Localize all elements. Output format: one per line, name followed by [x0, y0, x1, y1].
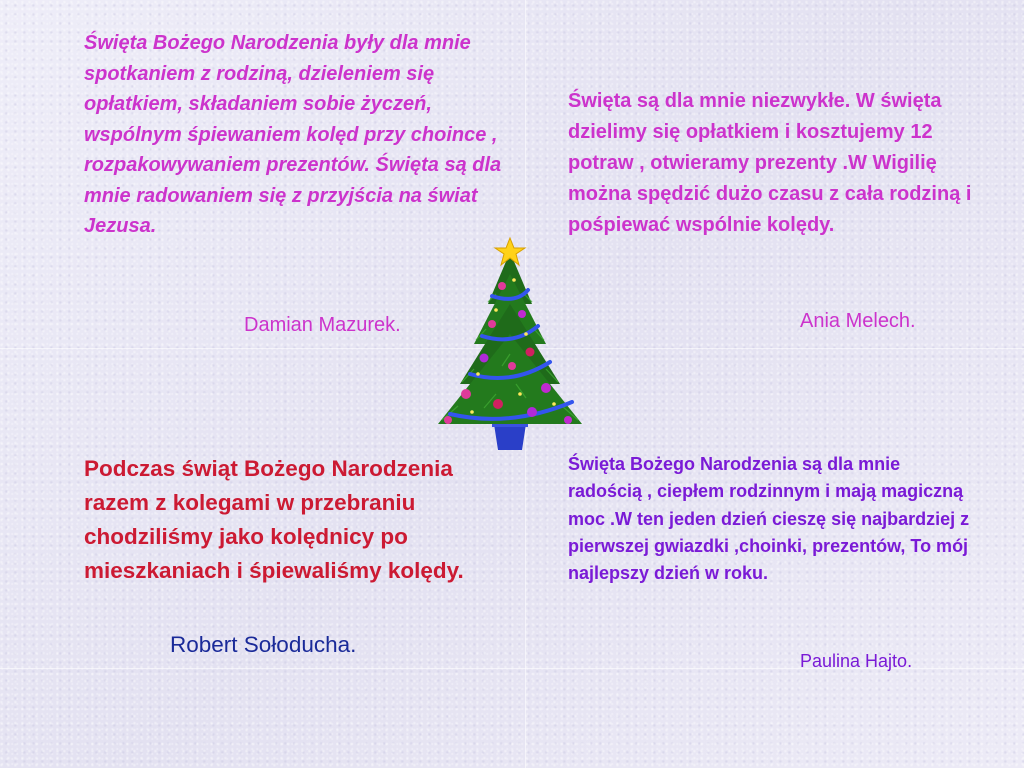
wish-text-ania: Święta są dla mnie niezwykłe. W święta dzielimy się opłatkiem i kosztujemy 12 potraw , otwieramy prezenty .W Wigilię można spędzić dużo czasu z cała rodziną i pośpiewać wspólnie kolędy.	[568, 90, 972, 236]
wish-text-paulina: Święta Bożego Narodzenia są dla mnie radością , ciepłem rodzinnym i mają magiczną moc .W ten jeden dzień cieszę się najbardziej z pierwszej gwiazdki ,choinki, prezentów, To mój najlepszy dzień w roku.	[568, 454, 970, 584]
wish-author-paulina: Paulina Hajto.	[800, 651, 913, 671]
wish-author-robert: Robert Sołoducha.	[170, 632, 357, 657]
wish-text-robert: Podczas świąt Bożego Narodzenia razem z kolegami w przebraniu chodziliśmy jako kolędnicy po mieszkaniach i śpiewaliśmy kolędy.	[84, 456, 464, 583]
christmas-tree-icon	[426, 234, 586, 454]
wish-author-ania: Ania Melech.	[800, 310, 916, 332]
wish-text-damian: Święta Bożego Narodzenia były dla mnie spotkaniem z rodziną, dzieleniem się opłatkiem, składaniem sobie życzeń, wspólnym śpiewaniem kolęd przy choince , rozpakowywaniem prezentów. Święta są dla mnie radowaniem się z przyjścia na świat Jezusa.	[84, 32, 502, 237]
wish-author-damian: Damian Mazurek.	[244, 314, 401, 336]
